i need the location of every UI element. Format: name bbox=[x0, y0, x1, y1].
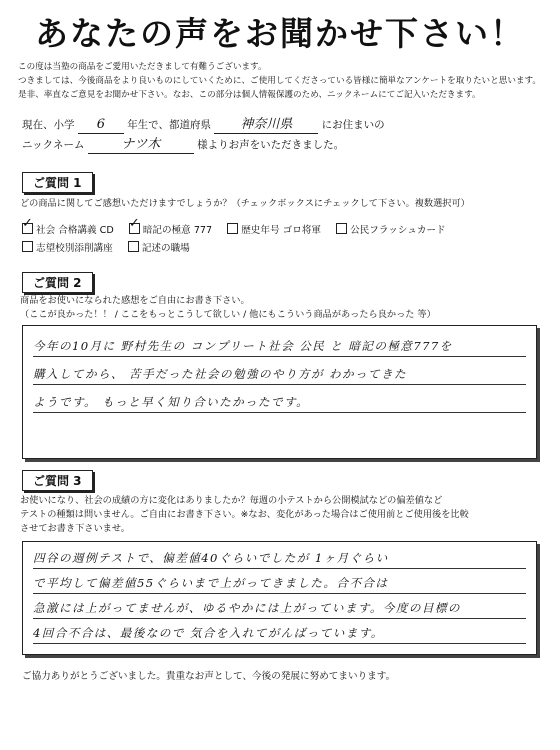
grade-field[interactable]: 6 bbox=[78, 117, 124, 134]
option-label: 歴史年号 ゴロ将軍 bbox=[241, 225, 322, 236]
checkbox[interactable] bbox=[227, 223, 238, 234]
question-2-text: 商品をお使いになられた感想をご自由にお書き下さい。 bbox=[20, 295, 250, 306]
intro-line: つきましては、今後商品をより良いものにしていくために、ご使用してくださっている皆様に簡単なアンケートを取りたいと思います。 bbox=[18, 76, 542, 86]
answer-line: 今年の10月に 野村先生の コンプリート社会 公民 と 暗記の極意777を bbox=[33, 336, 526, 357]
intro-line: この度は当塾の商品をご愛用いただきまして有難うございます。 bbox=[18, 62, 267, 72]
answer-line: ようです。 もっと早く知り合いたかったです。 bbox=[33, 392, 526, 413]
question-3-label: ご質問 3 bbox=[22, 470, 93, 491]
option-label: 公民フラッシュカード bbox=[350, 225, 446, 236]
question-3-text: させてお書き下さいませ。 bbox=[20, 523, 130, 534]
nickname-suffix: 様よりお声をいただきました。 bbox=[197, 139, 345, 151]
option-label: 志望校別添削講座 bbox=[36, 243, 113, 254]
answer-line: 四谷の週例テストで、偏差値40ぐらいでしたが 1ヶ月ぐらい bbox=[33, 548, 526, 569]
nickname-label: ニックネーム bbox=[22, 139, 85, 151]
grade-suffix: 年生で、都道府県 bbox=[127, 119, 211, 131]
question-1-text: どの商品に関してご感想いただけますでしょうか？（チェックボックスにチェックして下さい。複数選択可） bbox=[20, 198, 470, 209]
checkbox[interactable]: ✓ bbox=[129, 223, 140, 234]
respondent-info bbox=[22, 115, 385, 155]
answer-line: 4回合不合は、最後なので 気合を入れてがんばっています。 bbox=[33, 623, 526, 644]
nickname-field[interactable]: ナツ木 bbox=[88, 137, 194, 154]
question-3-answer-box[interactable] bbox=[22, 541, 537, 655]
question-2-hint: （ここが良かった！！ / ここをもっとこうして欲しい / 他にもこういう商品があったら良かった 等） bbox=[20, 309, 436, 320]
option-label: 社会 合格講義 CD bbox=[36, 225, 114, 236]
intro-text bbox=[18, 60, 548, 102]
footer-note: ご協力ありがとうございました。貴重なお声として、今後の発展に努めてまいります。 bbox=[22, 671, 396, 682]
question-3-text: テストの種類は問いません。ご自由にお書き下さい。※なお、変化があった場合はご使用前とご使用後を比較 bbox=[20, 509, 469, 520]
option-correction-course[interactable] bbox=[22, 240, 113, 258]
option-writing[interactable] bbox=[128, 240, 190, 258]
option-anki-777[interactable] bbox=[128, 216, 213, 240]
checkbox[interactable] bbox=[336, 223, 347, 234]
option-label: 記述の職場 bbox=[141, 243, 190, 254]
answer-line: 急激には上がってませんが、ゆるやかには上がっています。今度の目標の bbox=[33, 598, 526, 619]
checkbox[interactable]: ✓ bbox=[22, 223, 33, 234]
prefecture-suffix: にお住まいの bbox=[321, 119, 385, 131]
option-civics-cards[interactable] bbox=[336, 222, 446, 240]
checkbox[interactable] bbox=[128, 241, 139, 252]
page-title: あなたの声をお聞かせ下さい！ bbox=[35, 14, 525, 53]
option-social-cd[interactable] bbox=[22, 216, 114, 240]
answer-line: で平均して偏差値55ぐらいまで上がってきました。合不合は bbox=[33, 573, 526, 594]
prefecture-field[interactable]: 神奈川県 bbox=[214, 117, 318, 134]
intro-line: 是非、率直なご意見をお聞かせ下さい。なお、この部分は個人情報保護のため、ニックネームにてご記入いただきます。 bbox=[18, 90, 481, 100]
question-2-answer-box[interactable] bbox=[22, 325, 537, 459]
answer-line: 購入してから、 苦手だった社会の勉強のやり方が わかってきた bbox=[33, 364, 526, 385]
option-label: 暗記の極意 777 bbox=[142, 225, 213, 236]
question-3-text: お使いになり、社会の成績の方に変化はありましたか？毎週の小テストから公開模試などの偏差値など bbox=[20, 495, 443, 506]
question-1-label: ご質問 1 bbox=[22, 172, 93, 193]
question-2-label: ご質問 2 bbox=[22, 272, 93, 293]
product-checklist bbox=[22, 216, 458, 258]
grade-prefix: 現在、小学 bbox=[22, 119, 75, 131]
checkbox[interactable] bbox=[22, 241, 33, 252]
option-history-goro[interactable] bbox=[227, 222, 321, 240]
